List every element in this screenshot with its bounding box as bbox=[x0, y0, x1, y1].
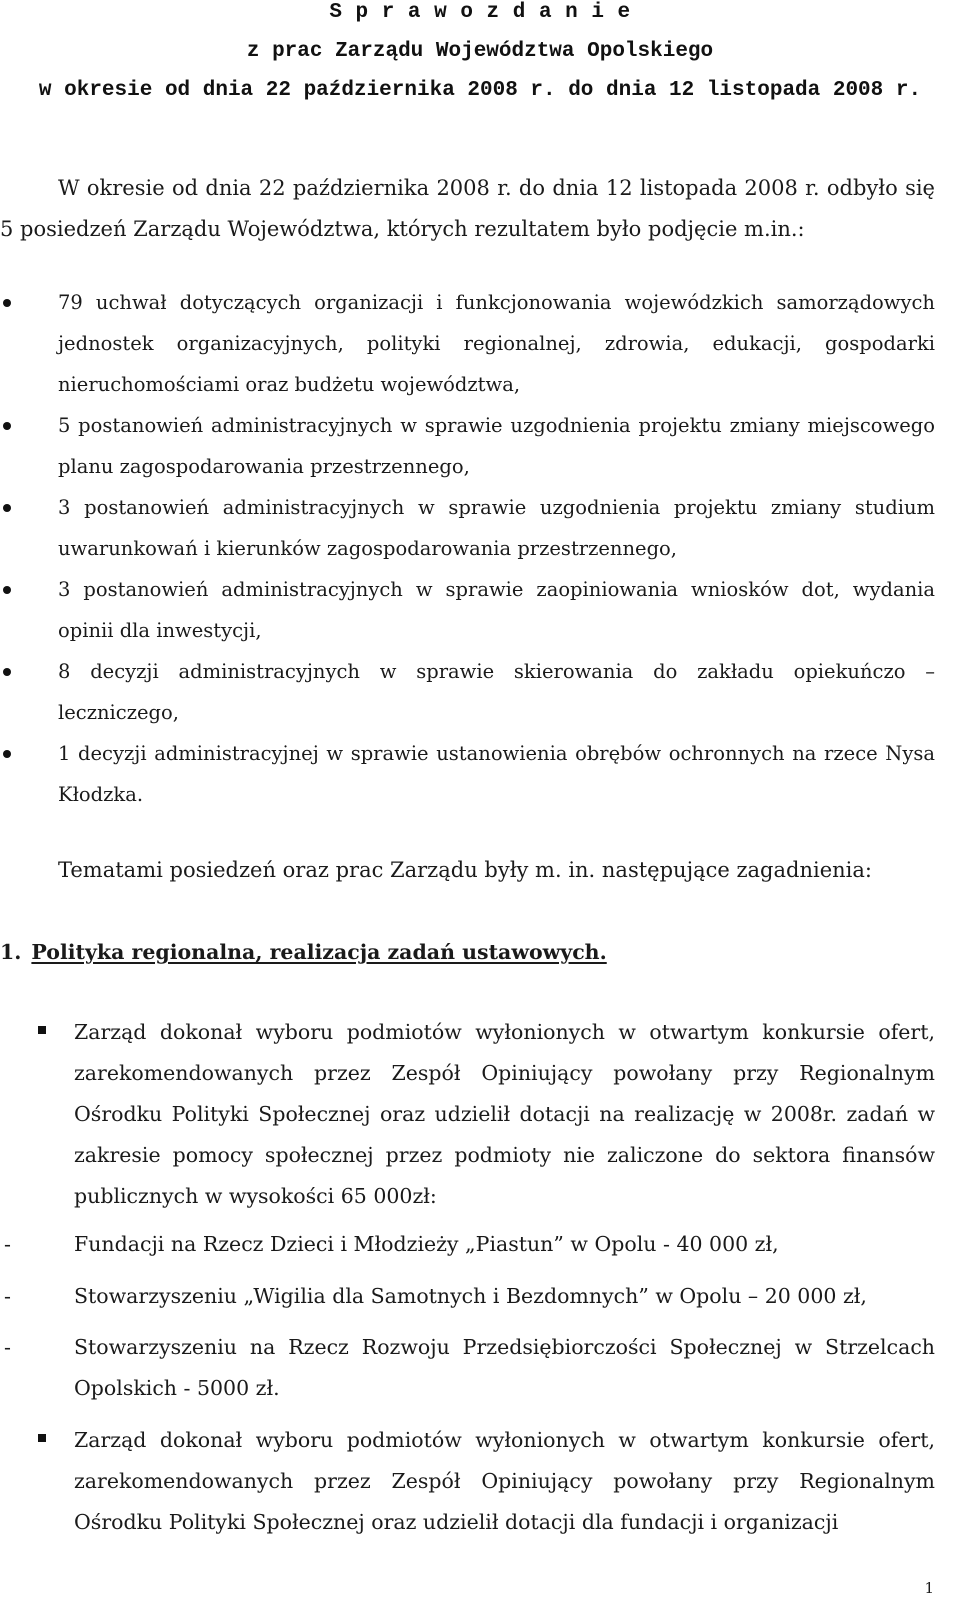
dash-marker: - bbox=[4, 1284, 11, 1308]
report-header bbox=[0, 0, 960, 117]
grant-item bbox=[0, 1224, 935, 1265]
grant-item-text: Stowarzyszeniu na Rzecz Rozwoju Przedsiębiorczości Społecznej w Strzelcach Opolskich - 5000 zł. bbox=[74, 1335, 935, 1400]
list-item-text: 3 postanowień administracyjnych w sprawie uzgodnienia projektu zmiany studium uwarunkowań i kierunków zagospodarowania przestrzennego, bbox=[58, 496, 935, 560]
list-item bbox=[0, 282, 935, 405]
list-item bbox=[0, 405, 935, 487]
page-number: 1 bbox=[924, 1579, 934, 1597]
grant-item-text: Stowarzyszeniu „Wigilia dla Samotnych i Bezdomnych” w Opolu – 20 000 zł, bbox=[74, 1284, 867, 1308]
list-item bbox=[0, 651, 935, 733]
square-item bbox=[0, 1012, 935, 1217]
bullet-icon bbox=[3, 504, 11, 512]
section-number: 1. bbox=[0, 940, 22, 964]
report-period: w okresie od dnia 22 października 2008 r. do dnia 12 listopada 2008 r. bbox=[38, 79, 922, 102]
section-title: Polityka regionalna, realizacja zadań ustawowych. bbox=[31, 940, 607, 964]
square-bullet-icon bbox=[38, 1026, 46, 1034]
intro-paragraph: W okresie od dnia 22 października 2008 r. do dnia 12 listopada 2008 r. odbyło się 5 posiedzeń Zarządu Województwa, których rezultatem było podjęcie m.in.: bbox=[0, 176, 935, 241]
bullet-icon bbox=[3, 668, 11, 676]
bullet-icon bbox=[3, 750, 11, 758]
square-item-text: Zarząd dokonał wyboru podmiotów wyłonionych w otwartym konkursie ofert, zarekomendowanych przez Zespół Opiniujący powołany przy Regionalnym Ośrodku Polityki Społecznej oraz udzielił dotacji dla fundacji i organizacji bbox=[74, 1428, 935, 1534]
square-item-text: Zarząd dokonał wyboru podmiotów wyłonionych w otwartym konkursie ofert, zarekomendowanych przez Zespół Opiniujący powołany przy Regionalnym Ośrodku Polityki Społecznej oraz udzielił dotacji na realizację w 2008r. zadań w zakresie pomocy społecznej przez podmioty nie zaliczone do sektora finansów publicznych w wysokości 65 000zł: bbox=[74, 1020, 935, 1208]
report-title: S p r a w o z d a n i e bbox=[329, 1, 631, 24]
report-subtitle: z prac Zarządu Województwa Opolskiego bbox=[246, 40, 714, 63]
section-heading bbox=[0, 932, 935, 973]
bullet-icon bbox=[3, 422, 11, 430]
decisions-list bbox=[0, 282, 935, 815]
dash-marker: - bbox=[4, 1335, 11, 1359]
grant-item-text: Fundacji na Rzecz Dzieci i Młodzieży „Piastun” w Opolu - 40 000 zł, bbox=[74, 1232, 779, 1256]
grant-item bbox=[0, 1327, 935, 1409]
list-item-text: 79 uchwał dotyczących organizacji i funkcjonowania wojewódzkich samorządowych jednostek organizacyjnych, polityki regionalnej, zdrowia, edukacji, gospodarki nieruchomościami oraz budżetu województwa, bbox=[58, 291, 935, 396]
square-item bbox=[0, 1420, 935, 1543]
bullet-icon bbox=[3, 586, 11, 594]
list-item bbox=[0, 487, 935, 569]
bullet-icon bbox=[3, 299, 11, 307]
list-item bbox=[0, 569, 935, 651]
list-item-text: 8 decyzji administracyjnych w sprawie skierowania do zakładu opiekuńczo – leczniczego, bbox=[58, 660, 935, 724]
list-item-text: 5 postanowień administracyjnych w sprawie uzgodnienia projektu zmiany miejscowego planu zagospodarowania przestrzennego, bbox=[58, 414, 935, 478]
list-item bbox=[0, 733, 935, 815]
list-item-text: 3 postanowień administracyjnych w sprawie zaopiniowania wniosków dot, wydania opinii dla inwestycji, bbox=[58, 578, 935, 642]
list-item-text: 1 decyzji administracyjnej w sprawie ustanowienia obrębów ochronnych na rzece Nysa Kłodzka. bbox=[58, 742, 935, 806]
dash-marker: - bbox=[4, 1232, 11, 1256]
grant-item bbox=[0, 1276, 935, 1317]
topics-intro: Tematami posiedzeń oraz prac Zarządu były m. in. następujące zagadnienia: bbox=[58, 858, 872, 882]
square-bullet-icon bbox=[38, 1434, 46, 1442]
